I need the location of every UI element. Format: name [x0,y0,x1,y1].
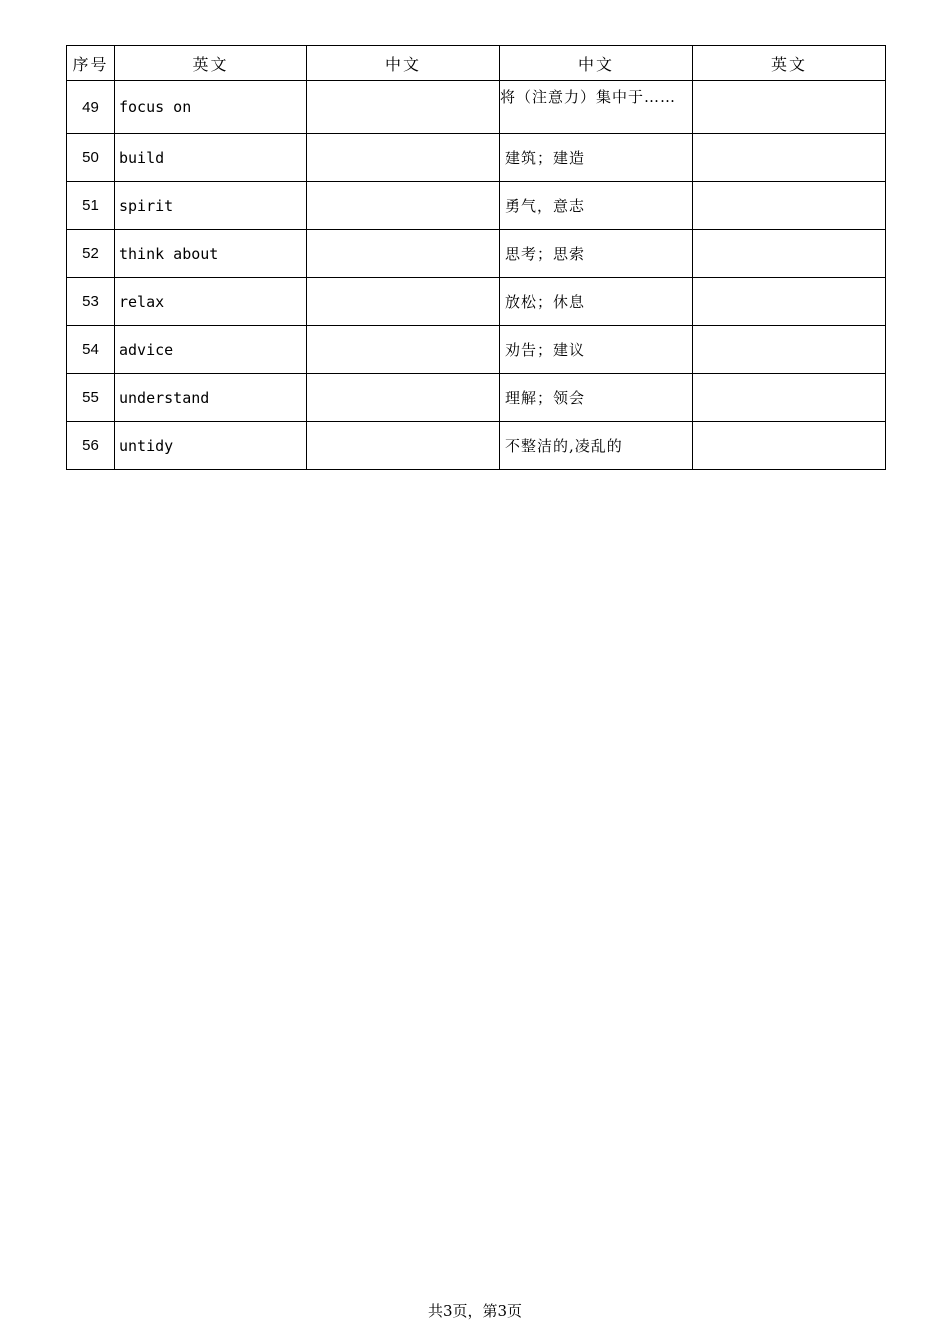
english-word: build [115,134,307,182]
english-answer-cell [693,182,886,230]
english-word: understand [115,374,307,422]
chinese-meaning: 放松；休息 [500,278,693,326]
chinese-meaning: 勇气，意志 [500,182,693,230]
english-word: think about [115,230,307,278]
english-word: untidy [115,422,307,470]
english-answer-cell [693,230,886,278]
chinese-answer-cell [307,182,500,230]
header-chinese: 中文 [500,46,693,81]
table-row [67,422,886,470]
english-answer-cell [693,278,886,326]
chinese-answer-cell [307,134,500,182]
row-number: 55 [67,374,115,422]
row-number: 49 [67,81,115,134]
row-number: 54 [67,326,115,374]
chinese-meaning: 不整洁的,凌乱的 [500,422,693,470]
table-row [67,134,886,182]
english-answer-cell [693,422,886,470]
chinese-answer-cell [307,81,500,134]
vocabulary-table [66,45,886,470]
page-footer: 共3页，第3页 [427,1302,523,1320]
row-number: 51 [67,182,115,230]
header-english: 英文 [115,46,307,81]
chinese-answer-cell [307,422,500,470]
english-word: advice [115,326,307,374]
row-number: 52 [67,230,115,278]
row-number: 50 [67,134,115,182]
english-answer-cell [693,374,886,422]
header-number: 序号 [67,46,115,81]
row-number: 53 [67,278,115,326]
chinese-answer-cell [307,278,500,326]
chinese-answer-cell [307,230,500,278]
table-row [67,230,886,278]
english-answer-cell [693,81,886,134]
chinese-answer-cell [307,374,500,422]
chinese-answer-cell [307,326,500,374]
table-row [67,326,886,374]
chinese-meaning: 建筑；建造 [500,134,693,182]
header-english-blank: 英文 [693,46,886,81]
english-answer-cell [693,134,886,182]
table-row [67,374,886,422]
chinese-meaning: 思考；思索 [500,230,693,278]
table-header-row [67,46,886,81]
english-word: spirit [115,182,307,230]
english-word: focus on [115,81,307,134]
table-row [67,81,886,134]
table-row [67,278,886,326]
chinese-meaning: 劝告；建议 [500,326,693,374]
chinese-meaning: 将（注意力）集中于…… [500,81,693,134]
header-chinese-blank: 中文 [307,46,500,81]
row-number: 56 [67,422,115,470]
english-word: relax [115,278,307,326]
english-answer-cell [693,326,886,374]
table-row [67,182,886,230]
chinese-meaning: 理解；领会 [500,374,693,422]
